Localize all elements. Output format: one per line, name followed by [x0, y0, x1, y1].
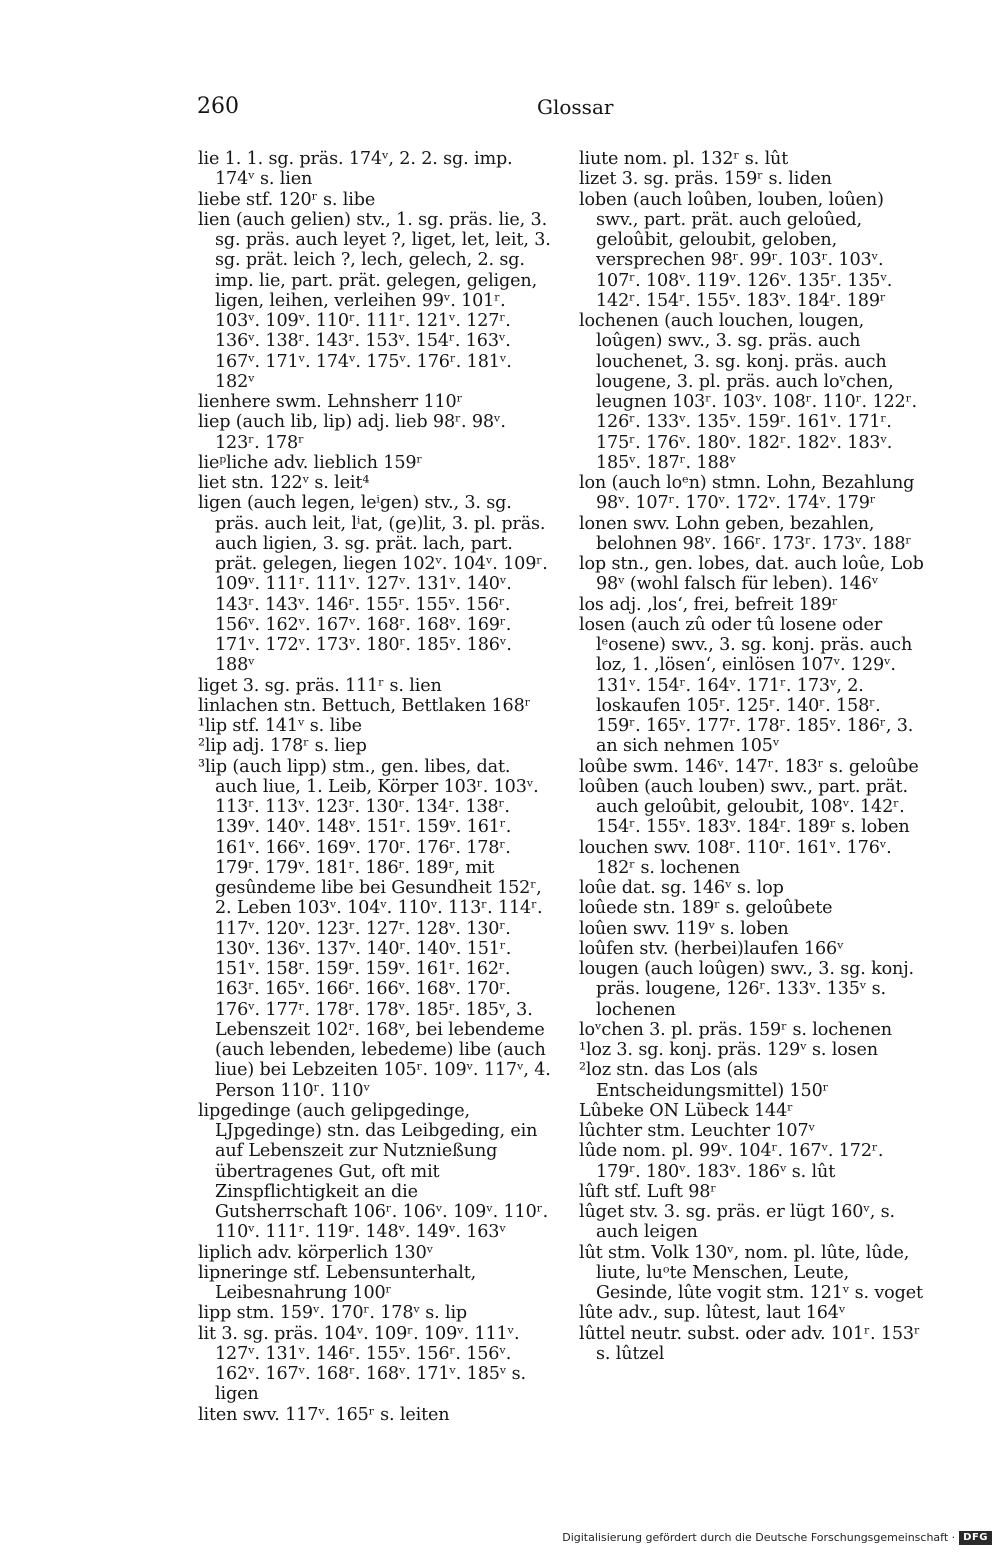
glossary-entry: loûen swv. 119ᵛ s. loben: [579, 918, 789, 939]
glossary-entry: lûchter stm. Leuchter 107ᵛ: [579, 1121, 815, 1141]
glossary-entry: loûben (auch louben) swv., part. prät. auch geloûbit, geloubit, 108ᵛ. 142ʳ. 154ʳ. 155ᵛ. 183ᵛ. 184ʳ. 189ʳ s. loben: [579, 776, 914, 838]
glossary-entry: ¹loz 3. sg. konj. präs. 129ᵛ s. losen: [579, 1040, 878, 1060]
dfg-logo: DFG: [959, 1531, 992, 1545]
glossary-entry: loûbe swm. 146ᵛ. 147ʳ. 183ʳ s. geloûbe: [579, 756, 919, 777]
glossary-entry: liute nom. pl. 132ʳ s. lût: [579, 149, 789, 169]
glossary-entry: liet stn. 122ᵛ s. leit⁴: [198, 473, 370, 493]
glossary-entry: loûe dat. sg. 146ᵛ s. lop: [579, 878, 784, 898]
glossary-entry: Lûbeke ON Lübeck 144ʳ: [579, 1100, 794, 1121]
glossary-entry: lûttel neutr. subst. oder adv. 101ʳ. 153ʳ s. lûtzel: [579, 1323, 926, 1364]
glossary-entry: losen (auch zû oder tû losene oder lᵉosene) swv., 3. sg. konj. präs. auch loz, 1. ‚lösen‘, einlösen 107ᵛ. 129ᵛ. 131ᵛ. 154ʳ. 164ᵛ. 171ʳ. 173ᵛ, 2. loskaufen 105ʳ. 125ʳ. 140ʳ. 158ʳ. 159ʳ. 165ᵛ. 177ʳ. 178ʳ. 185ᵛ. 186ʳ, 3. an sich nehmen 105ᵛ: [579, 614, 919, 757]
glossary-entry: ¹lip stf. 141ᵛ s. libe: [198, 716, 362, 736]
glossary-entry: lien (auch gelien) stv., 1. sg. präs. lie, 3. sg. präs. auch leyet ?, liget, let, leit, 3. sg. prät. leich ?, lech, gelech, 2. sg. imp. lie, part. prät. gelegen, geligen, ligen, leihen, verleihen 99ᵛ. 101ʳ. 103ᵛ. 109ᵛ. 110ʳ. 111ʳ. 121ᵛ. 127ʳ. 136ᵛ. 138ʳ. 143ʳ. 153ᵛ. 154ʳ. 163ᵛ. 167ᵛ. 171ᵛ. 174ᵛ. 175ᵛ. 176ʳ. 181ᵛ. 182ᵛ: [198, 209, 557, 392]
glossary-entry: lûget stv. 3. sg. präs. er lügt 160ᵛ, s. auch leigen: [579, 1202, 901, 1243]
glossary-entry: loᵛchen 3. pl. präs. 159ʳ s. lochenen: [579, 1019, 892, 1040]
running-head: Glossar: [537, 95, 614, 119]
glossary-entry: lochenen (auch louchen, lougen, loûgen) swv., 3. sg. präs. auch louchenet, 3. sg. konj. präs. auch lougene, 3. pl. präs. auch loᵛchen, leugnen 103ʳ. 103ᵛ. 108ʳ. 110ʳ. 122ʳ. 126ʳ. 133ᵛ. 135ᵛ. 159ʳ. 161ᵛ. 171ʳ. 175ʳ. 176ᵛ. 180ᵛ. 182ʳ. 182ᵛ. 183ᵛ. 185ᵛ. 187ʳ. 188ᵛ: [579, 311, 923, 473]
digitization-credit: [562, 1531, 992, 1545]
glossary-entry: liget 3. sg. präs. 111ʳ s. lien: [198, 675, 442, 696]
glossary-entry: ³lip (auch lipp) stm., gen. libes, dat. auch liue, 1. Leib, Körper 103ʳ. 103ᵛ. 113ʳ. 113ᵛ. 123ʳ. 130ʳ. 134ʳ. 138ʳ. 139ᵛ. 140ᵛ. 148ᵛ. 151ʳ. 159ᵛ. 161ʳ. 161ᵛ. 166ᵛ. 169ᵛ. 170ʳ. 176ʳ. 178ʳ. 179ʳ. 179ᵛ. 181ʳ. 186ʳ. 189ʳ, mit gesûndeme libe bei Gesundheit 152ʳ, 2. Leben 103ᵛ. 104ᵛ. 110ᵛ. 113ʳ. 114ʳ. 117ᵛ. 120ᵛ. 123ʳ. 127ʳ. 128ᵛ. 130ʳ. 130ᵛ. 136ᵛ. 137ᵛ. 140ʳ. 140ᵛ. 151ʳ. 151ᵛ. 158ʳ. 159ʳ. 159ᵛ. 161ʳ. 162ʳ. 163ʳ. 165ᵛ. 166ʳ. 166ᵛ. 168ᵛ. 170ʳ. 176ᵛ. 177ʳ. 178ʳ. 178ᵛ. 185ʳ. 185ᵛ, 3. Lebenszeit 102ʳ. 168ᵛ, bei lebendeme (auch lebenden, lebedeme) libe (auch liue) bei Lebzeiten 105ʳ. 109ᵛ. 117ᵛ, 4. Person 110ʳ. 110ᵛ: [198, 756, 557, 1101]
glossary-entry: liep (auch lib, lip) adj. lieb 98ʳ. 98ᵛ. 123ʳ. 178ʳ: [198, 412, 512, 453]
glossary-entry: lût stm. Volk 130ᵛ, nom. pl. lûte, lûde, liute, luᵒte Menschen, Leute, Gesinde, lûte vogit stm. 121ᵛ s. voget: [579, 1242, 923, 1303]
glossary-entry: loûede stn. 189ʳ s. geloûbete: [579, 898, 833, 919]
glossary-entry: ligen (auch legen, leⁱgen) stv., 3. sg. präs. auch leit, lⁱat, (ge)lit, 3. pl. präs. auch ligien, 3. sg. prät. lach, part. prät. gelegen, liegen 102ᵛ. 104ᵛ. 109ʳ. 109ᵛ. 111ʳ. 111ᵛ. 127ᵛ. 131ᵛ. 140ᵛ. 143ʳ. 143ᵛ. 146ʳ. 155ʳ. 155ᵛ. 156ʳ. 156ᵛ. 162ᵛ. 167ᵛ. 168ʳ. 168ᵛ. 169ʳ. 171ᵛ. 172ᵛ. 173ᵛ. 180ʳ. 185ᵛ. 186ᵛ. 188ᵛ: [198, 493, 554, 676]
glossary-entry: lipneringe stf. Lebensunterhalt, Leibesnahrung 100ʳ: [198, 1262, 482, 1303]
glossary-entry: lit 3. sg. präs. 104ᵛ. 109ʳ. 109ᵛ. 111ᵛ. 127ᵛ. 131ᵛ. 146ʳ. 155ᵛ. 156ʳ. 156ᵛ. 162ᵛ. 167ᵛ. 168ʳ. 168ᵛ. 171ᵛ. 185ᵛ s. ligen: [198, 1323, 532, 1405]
glossary-entry: linlachen stn. Bettuch, Bettlaken 168ʳ: [198, 695, 531, 716]
glossary-entry: lop stn., gen. lobes, dat. auch loûe, Lob 98ᵛ (wohl falsch für leben). 146ᵛ: [579, 554, 930, 595]
glossary-entry: loben (auch loûben, louben, loûen) swv., part. prät. auch geloûed, geloûbit, geloubit, geloben, versprechen 98ʳ. 99ʳ. 103ʳ. 103ᵛ. 107ʳ. 108ᵛ. 119ᵛ. 126ᵛ. 135ʳ. 135ᵛ. 142ʳ. 154ʳ. 155ᵛ. 183ᵛ. 184ʳ. 189ʳ: [579, 189, 898, 311]
glossary-entry: ²loz stn. das Los (als Entscheidungsmittel) 150ʳ: [579, 1060, 829, 1101]
glossary-entry: lizet 3. sg. präs. 159ʳ s. liden: [579, 169, 832, 190]
glossary-entry: ²lip adj. 178ʳ s. liep: [198, 736, 367, 757]
glossary-entry: lipp stm. 159ᵛ. 170ʳ. 178ᵛ s. lip: [198, 1303, 468, 1324]
glossary-entry: lon (auch loᵉn) stmn. Lohn, Bezahlung 98ᵛ. 107ʳ. 170ᵛ. 172ᵛ. 174ᵛ. 179ʳ: [579, 473, 920, 514]
glossary-entry: liten swv. 117ᵛ. 165ʳ s. leiten: [198, 1404, 450, 1425]
glossary-entry: loûfen stv. (herbei)laufen 166ᵛ: [579, 938, 844, 959]
glossary-entry: louchen swv. 108ʳ. 110ʳ. 161ᵛ. 176ᵛ. 182ʳ s. lochenen: [579, 837, 898, 878]
glossary-entry: lûft stf. Luft 98ʳ: [579, 1181, 717, 1202]
glossary-column-right: [579, 149, 929, 1364]
glossary-column-left: [198, 149, 557, 1425]
glossary-entry: lieᵖliche adv. lieblich 159ʳ: [198, 452, 423, 473]
glossary-entry: liplich adv. körperlich 130ᵛ: [198, 1242, 434, 1263]
page-number: 260: [197, 94, 239, 119]
glossary-entry: lienhere swm. Lehnsherr 110ʳ: [198, 392, 463, 412]
glossary-entry: lonen swv. Lohn geben, bezahlen, belohnen 98ᵛ. 166ʳ. 173ʳ. 173ᵛ. 188ʳ: [579, 513, 912, 554]
glossary-entry: lûte adv., sup. lûtest, laut 164ᵛ: [579, 1303, 846, 1324]
glossary-entry: los adj. ‚los‘, frei, befreit 189ʳ: [579, 594, 838, 615]
glossary-entry: liebe stf. 120ʳ s. libe: [198, 189, 376, 210]
glossary-entry: lûde nom. pl. 99ᵛ. 104ʳ. 167ᵛ. 172ʳ. 179ʳ. 180ᵛ. 183ᵛ. 186ᵛ s. lût: [579, 1141, 889, 1182]
glossary-entry: lie 1. 1. sg. präs. 174ᵛ, 2. 2. sg. imp. 174ᵛ s. lien: [198, 149, 519, 190]
glossary-entry: lougen (auch loûgen) swv., 3. sg. konj. präs. lougene, 126ʳ. 133ᵛ. 135ᵛ s. lochenen: [579, 959, 920, 1020]
credit-text: Digitalisierung gefördert durch die Deutsche Forschungsgemeinschaft ·: [562, 1531, 956, 1544]
glossary-entry: lipgedinge (auch gelipgedinge, LJpgedinge) stn. das Leibgeding, ein auf Lebenszeit zur Nutznießung übertragenes Gut, oft mit Zinspflichtigkeit an die Gutsherrschaft 106ʳ. 106ᵛ. 109ᵛ. 110ʳ. 110ᵛ. 111ʳ. 119ʳ. 148ᵛ. 149ᵛ. 163ᵛ: [198, 1100, 554, 1243]
